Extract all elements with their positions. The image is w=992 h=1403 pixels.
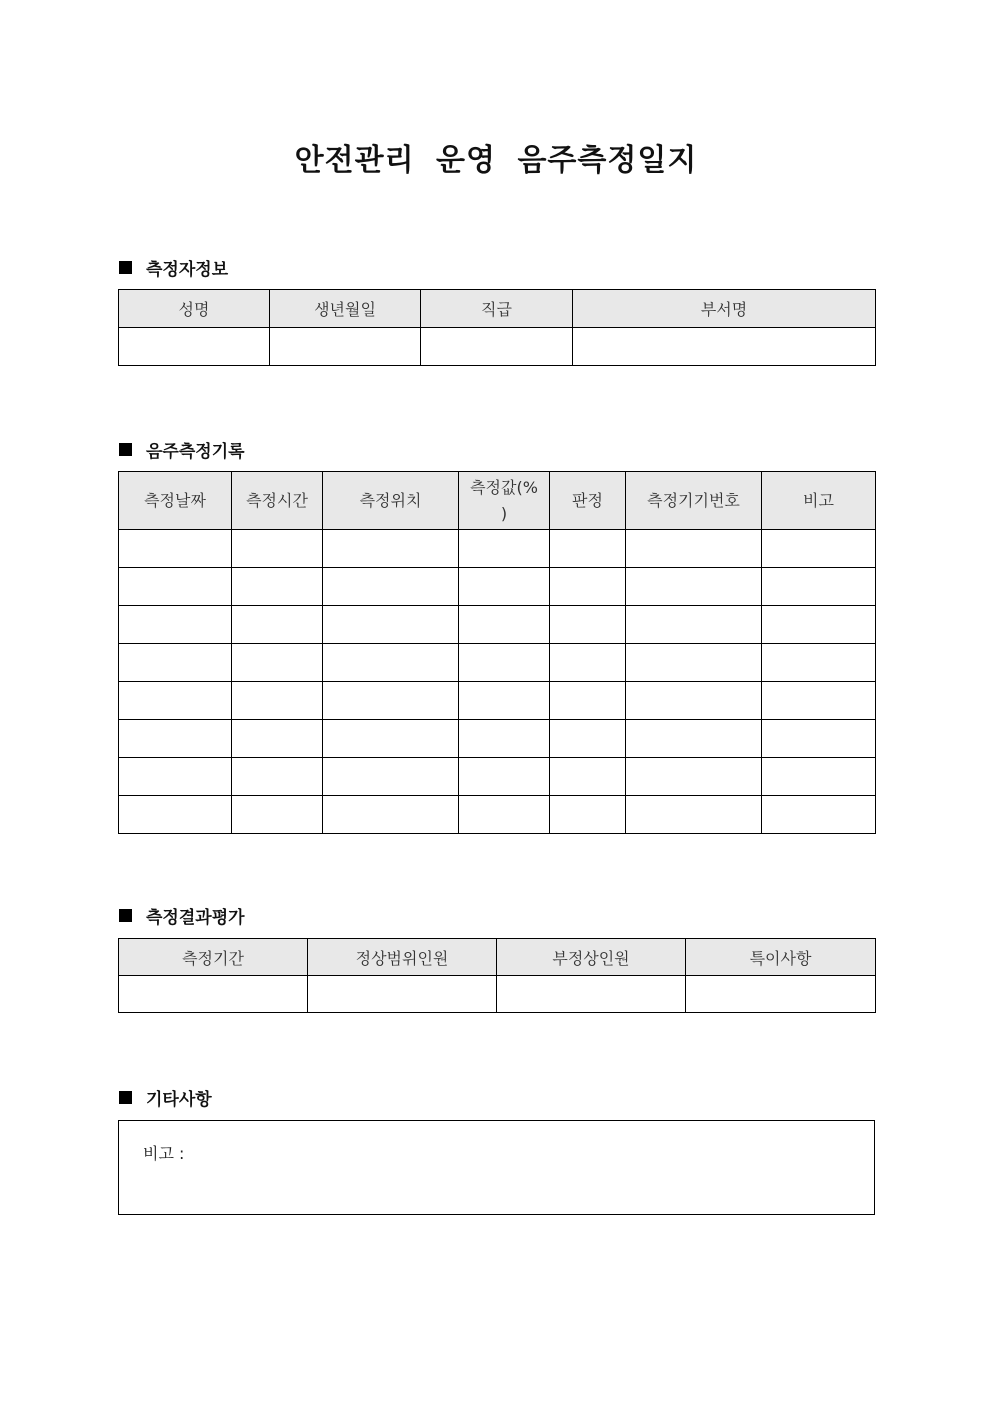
table-row bbox=[119, 976, 876, 1013]
record-cell[interactable] bbox=[626, 758, 762, 796]
column-header-device-number: 측정기기번호 bbox=[626, 472, 762, 530]
table-row bbox=[119, 568, 876, 606]
record-cell[interactable] bbox=[232, 568, 323, 606]
record-cell[interactable] bbox=[119, 682, 232, 720]
record-cell[interactable] bbox=[232, 530, 323, 568]
record-cell[interactable] bbox=[626, 682, 762, 720]
square-bullet-icon bbox=[119, 1091, 132, 1104]
record-cell[interactable] bbox=[550, 720, 626, 758]
record-cell[interactable] bbox=[459, 644, 550, 682]
record-cell[interactable] bbox=[626, 796, 762, 834]
record-cell[interactable] bbox=[550, 644, 626, 682]
record-cell[interactable] bbox=[626, 606, 762, 644]
table-row bbox=[119, 720, 876, 758]
section-heading-other bbox=[119, 1085, 212, 1110]
record-cell[interactable] bbox=[459, 568, 550, 606]
record-cell[interactable] bbox=[119, 796, 232, 834]
records-table bbox=[118, 471, 876, 834]
section-heading-measurer-info bbox=[119, 255, 228, 280]
column-header-note: 비고 bbox=[762, 472, 876, 530]
table-header-row bbox=[119, 472, 876, 530]
column-header-special-notes: 특이사항 bbox=[686, 939, 876, 976]
section-heading-evaluation bbox=[119, 903, 245, 928]
record-cell[interactable] bbox=[550, 796, 626, 834]
record-cell[interactable] bbox=[762, 644, 876, 682]
record-cell[interactable] bbox=[762, 606, 876, 644]
record-cell[interactable] bbox=[762, 568, 876, 606]
remarks-label: 비고 : bbox=[143, 1144, 185, 1163]
record-cell[interactable] bbox=[550, 568, 626, 606]
column-header-normal-count: 정상범위인원 bbox=[308, 939, 497, 976]
column-header-name: 성명 bbox=[119, 290, 270, 328]
abnormal-count-cell[interactable] bbox=[497, 976, 686, 1013]
record-cell[interactable] bbox=[762, 796, 876, 834]
section-heading-label: 기타사항 bbox=[146, 1090, 212, 1110]
record-cell[interactable] bbox=[323, 606, 459, 644]
column-header-rank: 직급 bbox=[421, 290, 573, 328]
record-cell[interactable] bbox=[323, 682, 459, 720]
record-cell[interactable] bbox=[626, 568, 762, 606]
record-cell[interactable] bbox=[626, 720, 762, 758]
record-cell[interactable] bbox=[119, 568, 232, 606]
table-header-row bbox=[119, 939, 876, 976]
record-cell[interactable] bbox=[323, 568, 459, 606]
record-cell[interactable] bbox=[550, 682, 626, 720]
record-cell[interactable] bbox=[119, 720, 232, 758]
record-cell[interactable] bbox=[323, 720, 459, 758]
section-heading-label: 측정결과평가 bbox=[146, 908, 245, 928]
table-row bbox=[119, 644, 876, 682]
record-cell[interactable] bbox=[626, 644, 762, 682]
record-cell[interactable] bbox=[232, 796, 323, 834]
record-cell[interactable] bbox=[459, 720, 550, 758]
record-cell[interactable] bbox=[459, 796, 550, 834]
record-cell[interactable] bbox=[232, 606, 323, 644]
birthdate-cell[interactable] bbox=[270, 328, 421, 366]
record-cell[interactable] bbox=[119, 530, 232, 568]
record-cell[interactable] bbox=[459, 606, 550, 644]
section-heading-label: 음주측정기록 bbox=[146, 442, 245, 462]
record-cell[interactable] bbox=[762, 758, 876, 796]
record-cell[interactable] bbox=[323, 644, 459, 682]
rank-cell[interactable] bbox=[421, 328, 573, 366]
column-header-location: 측정위치 bbox=[323, 472, 459, 530]
table-row bbox=[119, 606, 876, 644]
special-notes-cell[interactable] bbox=[686, 976, 876, 1013]
record-cell[interactable] bbox=[762, 720, 876, 758]
column-header-value: 측정값(% ) bbox=[459, 472, 550, 530]
column-header-date: 측정날짜 bbox=[119, 472, 232, 530]
table-row bbox=[119, 530, 876, 568]
table-row bbox=[119, 758, 876, 796]
record-cell[interactable] bbox=[459, 530, 550, 568]
record-cell[interactable] bbox=[232, 644, 323, 682]
record-cell[interactable] bbox=[626, 530, 762, 568]
record-cell[interactable] bbox=[323, 758, 459, 796]
record-cell[interactable] bbox=[459, 758, 550, 796]
normal-count-cell[interactable] bbox=[308, 976, 497, 1013]
record-cell[interactable] bbox=[550, 606, 626, 644]
column-header-judgement: 판정 bbox=[550, 472, 626, 530]
section-heading-label: 측정자정보 bbox=[146, 260, 229, 280]
document-title: 안전관리 운영 음주측정일지 bbox=[294, 143, 698, 178]
measurer-info-table bbox=[118, 289, 876, 366]
record-cell[interactable] bbox=[232, 758, 323, 796]
record-cell[interactable] bbox=[119, 606, 232, 644]
record-cell[interactable] bbox=[232, 682, 323, 720]
evaluation-table bbox=[118, 938, 876, 1013]
record-cell[interactable] bbox=[762, 682, 876, 720]
record-cell[interactable] bbox=[550, 758, 626, 796]
remarks-box[interactable] bbox=[118, 1120, 875, 1215]
section-heading-records bbox=[119, 437, 245, 462]
table-row bbox=[119, 682, 876, 720]
column-header-time: 측정시간 bbox=[232, 472, 323, 530]
period-cell[interactable] bbox=[119, 976, 308, 1013]
column-header-birthdate: 생년월일 bbox=[270, 290, 421, 328]
table-row bbox=[119, 796, 876, 834]
column-header-department: 부서명 bbox=[573, 290, 876, 328]
record-cell[interactable] bbox=[459, 682, 550, 720]
column-header-period: 측정기간 bbox=[119, 939, 308, 976]
column-header-abnormal-count: 부정상인원 bbox=[497, 939, 686, 976]
record-cell[interactable] bbox=[119, 644, 232, 682]
square-bullet-icon bbox=[119, 261, 132, 274]
record-cell[interactable] bbox=[550, 530, 626, 568]
record-cell[interactable] bbox=[119, 758, 232, 796]
record-cell[interactable] bbox=[232, 720, 323, 758]
table-header-row bbox=[119, 290, 876, 328]
square-bullet-icon bbox=[119, 909, 132, 922]
table-row bbox=[119, 328, 876, 366]
record-cell[interactable] bbox=[323, 530, 459, 568]
record-cell[interactable] bbox=[323, 796, 459, 834]
department-cell[interactable] bbox=[573, 328, 876, 366]
record-cell[interactable] bbox=[762, 530, 876, 568]
name-cell[interactable] bbox=[119, 328, 270, 366]
square-bullet-icon bbox=[119, 443, 132, 456]
